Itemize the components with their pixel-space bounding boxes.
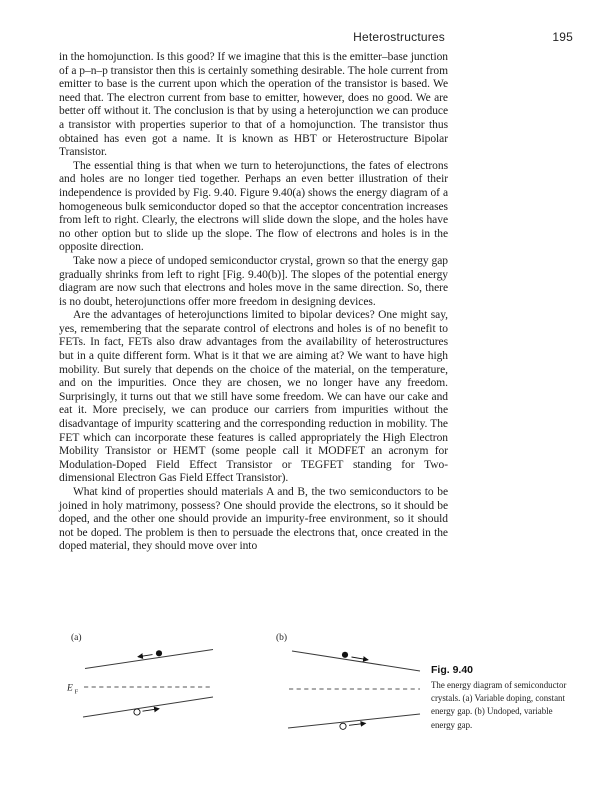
hole-arrow-a [143, 709, 160, 712]
page-number: 195 [552, 30, 573, 44]
conduction-band-line-a [85, 650, 213, 669]
valence-band-line-b [288, 714, 420, 728]
hole-arrow-b [349, 723, 366, 725]
conduction-band-line-b [292, 651, 420, 671]
fermi-level-subscript: F [74, 688, 79, 696]
panel-a-label: (a) [71, 633, 82, 643]
electron-dot-a [156, 650, 162, 656]
valence-band-line-a [83, 697, 213, 717]
fermi-level-label: E [67, 683, 73, 694]
body-text-column [59, 51, 448, 554]
figure-caption-text: The energy diagram of semiconductor crystals. (a) Variable doping, constant energy gap. (b) Undoped, variable energy gap. [431, 680, 567, 730]
figure-caption [431, 664, 571, 732]
electron-arrow-b [352, 657, 369, 660]
running-head-title: Heterostructures [353, 30, 445, 44]
paragraph: What kind of properties should materials A and B, the two semiconductors to be joined in holy matrimony, possess? One should provide the electrons, so it should be doped, and the other one should provide an impurity-free environment, so it should not be doped. The problem is then to persuade the electrons that, once created in the doped material, they should move over into [59, 486, 448, 553]
hole-circle-a [134, 709, 140, 715]
electron-dot-b [342, 652, 348, 658]
figure-caption-title: Fig. 9.40 [431, 664, 474, 676]
hole-circle-b [340, 723, 346, 729]
paragraph: Take now a piece of undoped semiconductor crystal, grown so that the energy gap gradually shrinks from left to right [Fig. 9.40(b)]. The slopes of the potential energy diagram are now such that electrons and holes move in the same direction. So, there is no doubt, heterojunctions offer more freedom in designing devices. [59, 254, 448, 308]
paragraph: Are the advantages of heterojunctions limited to bipolar devices? One might say, yes, remembering that the separate control of electrons and holes is of no benefit to FETs. In fact, FETs also draw advantages from the availability of heterostructures but in a quite different form. What is it that we are aiming at? We want to have high mobility. But surely that depends on the choice of the material, on the temperature, and on the impurities. Once they are chosen, we no longer have any freedom. Surprisingly, it turns out that we still have some freedom. We can have our cake and eat it. More precisely, we can produce our carriers from impurities without the disadvantage of impurity scattering and the corresponding reduction in mobility. The FET which can incorporate these features is called appropriately the High Electron Mobility Transistor or HEMT (some people call it MODFET an acronym for Modulation-Doped Field Effect Transistor or TEGFET standing for Two-dimensional Electron Gas Field Effect Transistor). [59, 309, 448, 485]
panel-b-label: (b) [276, 633, 288, 643]
energy-diagram-figure [55, 628, 435, 743]
paragraph: in the homojunction. Is this good? If we imagine that this is the emitter–base junction of a p–n–p transistor then this is certainly something desirable. The hole current from emitter to base is the current upon which the operation of the transistor is based. We need that. The electron current from base to emitter, however, does no good. We are better off without it. The conclusion is that by using a heterojunction we can produce a transistor with properties superior to that of a homojunction. The transistor thus obtained has even got a name. It is known as HBT or Heterostructure Bipolar Transistor. [59, 51, 448, 159]
electron-arrow-a [138, 655, 153, 657]
paragraph: The essential thing is that when we turn to heterojunctions, the fates of electrons and holes are no longer tied together. Perhaps an even better illustration of their independence is provided by Fig. 9.40. Figure 9.40(a) shows the energy diagram of a homogeneous bulk semiconductor doped so that the acceptor concentration increases from left to right. Clearly, the electrons will slide down the slope, and the holes have no other option but to slide up the slope. The flow of electrons and holes is in the opposite direction. [59, 159, 448, 254]
